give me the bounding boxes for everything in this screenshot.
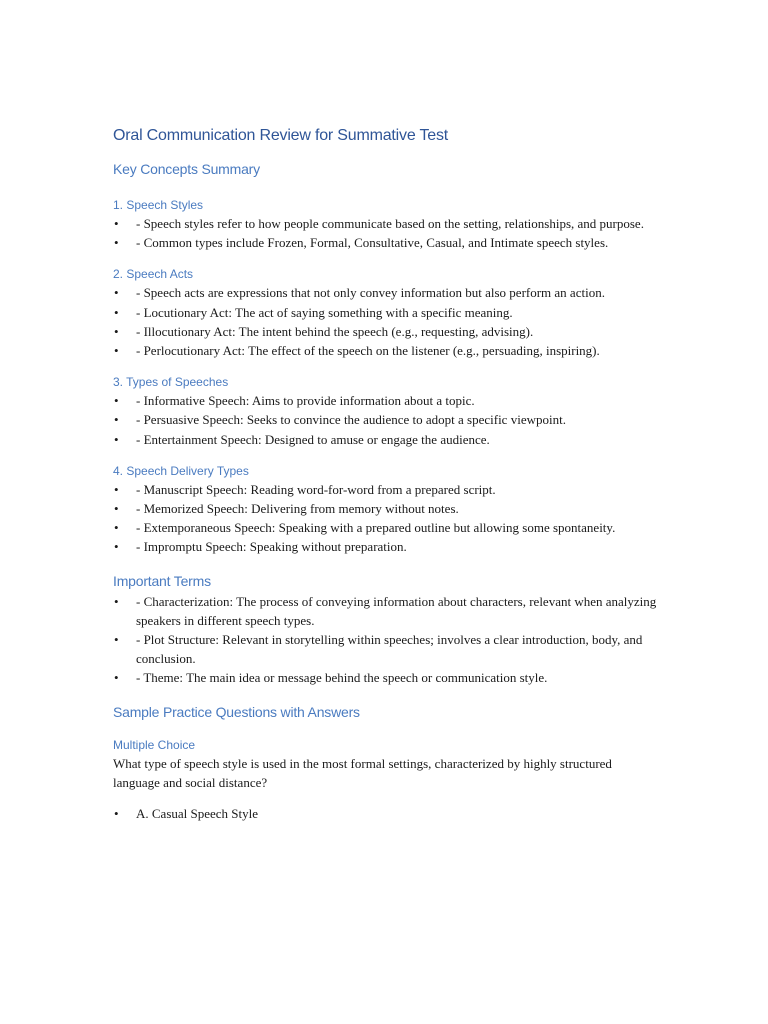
bullet-icon: • (114, 431, 119, 447)
section-heading-types-of-speeches: 3. Types of Speeches (113, 375, 229, 390)
list-item: • - Memorized Speech: Delivering from memory without notes. (113, 499, 658, 518)
bullet-icon: • (114, 539, 119, 555)
section-heading-speech-acts: 2. Speech Acts (113, 267, 194, 282)
bullet-icon: • (114, 501, 119, 517)
bullet-icon: • (114, 393, 119, 409)
list-item: • - Perlocutionary Act: The effect of the speech on the listener (e.g., persuading, inspiring). (113, 341, 658, 360)
important-terms-list (113, 592, 658, 688)
bullet-icon: • (114, 285, 119, 301)
list-item: • - Illocutionary Act: The intent behind the speech (e.g., requesting, advising). (113, 322, 658, 341)
bullet-icon: • (114, 235, 119, 251)
speech-acts-list (113, 283, 658, 360)
speech-styles-list (113, 214, 658, 252)
list-item: • - Extemporaneous Speech: Speaking with a prepared outline but allowing some spontaneity. (113, 518, 658, 537)
section-heading-speech-delivery-types: 4. Speech Delivery Types (113, 463, 249, 478)
bullet-icon: • (114, 216, 119, 231)
bullet-icon: • (114, 520, 119, 536)
document-page (113, 122, 658, 823)
bullet-icon: • (114, 632, 119, 648)
bullet-icon: • (114, 304, 119, 320)
list-item: • - Theme: The main idea or message behind the speech or communication style. (113, 668, 658, 687)
list-item: • - Common types include Frozen, Formal, Consultative, Casual, and Intimate speech styles. (113, 233, 658, 252)
list-item: • - Plot Structure: Relevant in storytelling within speeches; involves a clear introduction, body, and conclusion. (114, 632, 643, 667)
list-item: • - Speech styles refer to how people communicate based on the setting, relationships, and purpose. (113, 214, 658, 233)
key-concepts-heading: Key Concepts Summary (113, 161, 260, 177)
list-item: • - Informative Speech: Aims to provide information about a topic. (113, 391, 658, 410)
list-item: • - Impromptu Speech: Speaking without preparation. (113, 537, 658, 556)
question-text: What type of speech style is used in the most formal settings, characterized by highly structured language and social distance? (113, 755, 612, 790)
list-item: • - Speech acts are expressions that not only convey information but also perform an action. (113, 283, 658, 302)
bullet-icon: • (114, 593, 119, 609)
multiple-choice-heading: Multiple Choice (113, 737, 196, 752)
bullet-icon: • (114, 323, 119, 339)
list-item: • - Locutionary Act: The act of saying something with a specific meaning. (113, 303, 658, 322)
practice-heading: Sample Practice Questions with Answers (113, 703, 360, 720)
section-heading-speech-styles: 1. Speech Styles (113, 198, 204, 212)
bullet-icon: • (114, 481, 119, 497)
important-terms-heading: Important Terms (113, 572, 211, 589)
document-title: Oral Communication Review for Summative Test (113, 127, 449, 144)
list-item: • - Manuscript Speech: Reading word-for-word from a prepared script. (113, 480, 658, 499)
bullet-icon: • (114, 343, 119, 359)
list-item: • - Entertainment Speech: Designed to amuse or engage the audience. (113, 430, 658, 449)
list-item: • - Characterization: The process of conveying information about characters, relevant when analyzing speakers in different speech types. (114, 593, 657, 628)
speech-delivery-list (113, 480, 658, 557)
bullet-icon: • (114, 670, 119, 686)
bullet-icon: • (114, 412, 119, 428)
types-of-speeches-list (113, 391, 658, 449)
list-item: • A. Casual Speech Style (113, 804, 658, 823)
bullet-icon: • (114, 806, 119, 822)
answer-options-list (113, 804, 658, 823)
list-item: • - Persuasive Speech: Seeks to convince the audience to adopt a specific viewpoint. (113, 410, 658, 429)
